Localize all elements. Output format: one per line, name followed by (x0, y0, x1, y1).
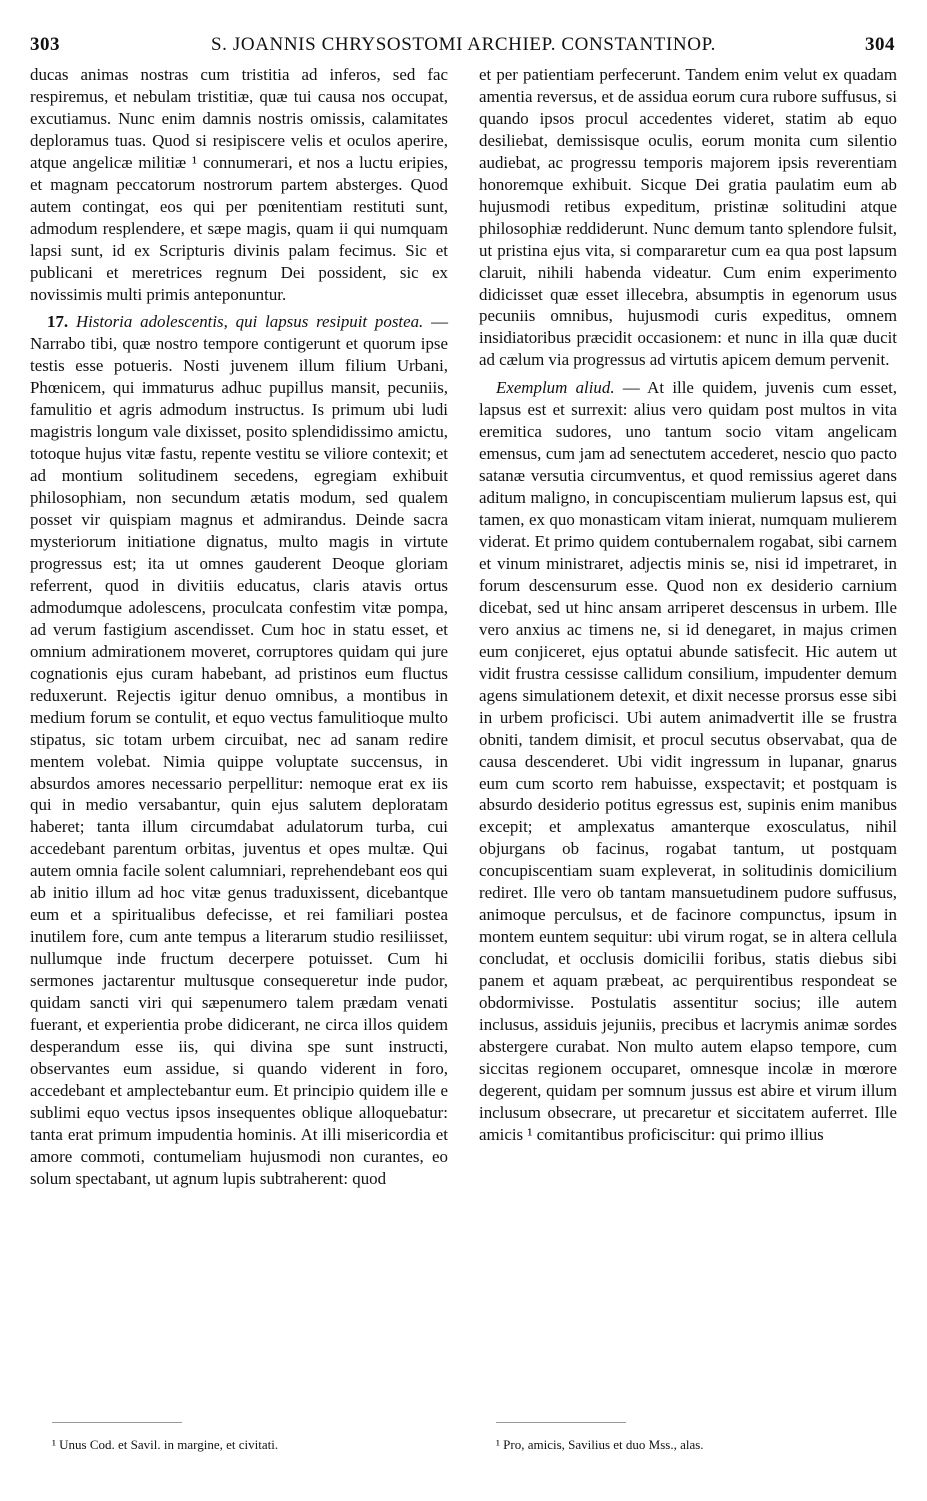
section-number: 17. (47, 312, 69, 332)
page-number-left: 303 (30, 34, 60, 55)
page-number-right: 304 (865, 34, 895, 55)
section-text-2: — At ille quidem, juvenis cum esset, lapsus est et surrexit: alius vero quidam post multos in vita eremitica sudores, uno tantum socio vitam angelicam emensus, cum jam ad senectutem accederet, nescio quo pacto satanæ versutia circumventus, et quod remissius ageret dans aditum maligno, in concupiscentiam mulierum lapsus est, qui tamen, ex quo monasticam vitam inierat, numquam mulierem viderat. Et primo quidem contubernalem rogabat, sibi carnem et vinum ministraret, adjectis minis se, nisi id impetraret, in forum descensurum esse. Quod non ex desiderio carnium dicebat, sed ut hinc ansam arriperet descensus in urbem. Ille vero anxius ac timens ne, si id denegaret, in majus crimen eum conjiceret, ejus optatui abunde satisfecit. Hic autem ut vidit frustra cessisse callidum consilium, impudenter demum agens simulationem detexit, et dixit necesse prorsus esse sibi in urbem proficisci. Ubi autem animadvertit ille se frustra obniti, tandem dimisit, et procul secutus observabat, qua de causa descenderet. Ubi vidit ingressum in lupanar, gnarus eum cum scorto rem habuisse, exspectavit; et postquam is absurdo desiderio potitus egressus est, supinis enim manibus excepit; et amplexatus amanterque exosculatus, nihil objurgans ob facinus, rogabat tantum, ut postquam concupiscentiam suam expleverat, in solitudinis domicilium rediret. Ille vero ob tantam mansuetudinem pudore suffusus, animoque perculsus, et de facinore compunctus, ipsum in montem euntem sequitur: ubi virum rogat, se in altera cellula concludat, et occlusis domicilii foribus, statis diebus sibi panem et aquam præbeat, ac perquirentibus respondeat se obdormivisse. Postulatis assentitur socius; ille autem inclusus, assiduis jejuniis, precibus et lacrymis animæ sordes abstergere curabat. Non multo autem elapso tempore, cum siccitas regionem occuparet, omnesque incolæ in mœrore degerent, quidam per somnum jussus est abire et virum illum inclusum obsecrare, ut precaretur et siccitatem auferret. Ille amicis ¹ comitantibus proficiscitur: qui primo illius (479, 378, 897, 1144)
right-paragraph-2 (479, 377, 897, 1145)
footnote-separator-right (496, 1422, 626, 1423)
right-column (479, 64, 897, 1146)
footnote-right: ¹ Pro, amicis, Savilius et duo Mss., alas. (496, 1437, 704, 1452)
running-title: S. JOANNIS CHRYSOSTOMI ARCHIEP. CONSTANTINOP. (211, 34, 716, 55)
right-paragraph-1: et per patientiam perfecerunt. Tandem enim velut ex quadam amentia reversus, et de assidua eorum cura rubore suffusus, si quando ipsos procul accedentes videret, statim ab equo desiliebat, demissisque oculis, eorum monita cum silentio audiebat, ac progressu temporis majorem ipsis reverentiam honoremque exhibuit. Sicque Dei gratia paulatim eum ab hujusmodi retibus expeditum, pristinæ solitudini atque philosophiæ reddiderunt. Nunc demum tanto splendore fulsit, ut pristina ejus vita, si compararetur cum ea qua post lapsum claruit, nihili habenda videatur. Cum enim experimento didicisset quæ esset illecebra, absumptis in egenorum usus pecuniis omnibus, hujusmodi curis expeditus, omnem insidiatoribus præcidit occasionem: et nunc in illa quæ ducit ad cælum via progressus ad virtutis apicem demum pervenit. (479, 65, 897, 370)
section-title: Historia adolescentis, qui lapsus resipuit postea. (75, 312, 424, 332)
footnote-separator-left (52, 1422, 182, 1423)
page-header (0, 0, 927, 62)
left-paragraph-2 (30, 311, 448, 1189)
section-text: — Narrabo tibi, quæ nostro tempore contigerunt et quorum ipse testis esse potueris. Nosti juvenem illum filium Urbani, Phœnicem, qui immaturus adhuc pupillus mansit, pecuniis, famulitio et agris admodum instructus. Is primum ubi ludi magistris longum vale dixisset, posito splendidissimo amictu, totoque hujus vitæ fastu, repente vestitu se viliore contexit; et ad montium solitudinem secedens, egregiam exhibuit philosophiam, non secundum ætatis modum, sed qualem posset vir quispiam magnus et admirandus. Deinde sacra mysteriorum initiatione dignatus, multo magis in virtute progressus est; ita ut omnes gauderent Deoque gloriam referrent, quod in divitiis educatus, claris atavis ortus admodumque adolescens, proculcata confestim vitæ pompa, ad verum fastigium ascendisset. Cum hoc in statu esset, et omnium admirationem moveret, corruptores quidam qui jure cognationis ejus curam habebant, ad pristinos eum fluctus reduxerunt. Rejectis igitur denuo omnibus, a montibus in medium forum se contulit, et equo vectus famulitioque multo stipatus, sic totam urbem circuibat, nec ad sanam redire mentem volebat. Nimia quippe voluptate succensus, in absurdos amores necessario perpellitur: nemoque erat ex iis qui in medio versabantur, quin ejus salutem deploratam haberet; tanta illum circumdabat adulatorum turba, cui accedebant parentum orbitas, juventus et opes multæ. Qui autem omnia facile solent calumniari, reprehendebant eos qui ab initio illum ad hoc vitæ genus traduxissent, dicebantque eum et a spiritualibus defecisse, et rei familiari postea inutilem fore, cum ante tempus a literarum studio resiliisset, nullumque inde fructum decerpere potuisset. Cum hi sermones jactarentur multusque consequeretur inde pudor, quidam sancti viri qui sæpenumero talem prædam venati fuerant, et experientia probe didicerant, ne circa illos quidem desperandum esse iis, qui divina spe sunt instructi, observantes eum assidue, si quando viderent in foro, accedebant et amplectebantur eum. Et principio quidem ille e sublimi equo vectus ipsos insequentes oblique alloquebatur: tanta erat primum impudentia hominis. At illi misericordia et amore commoti, contumeliam hujusmodi non curantes, eo solum spectabant, ut agnum lupis subtraherent: quod (30, 312, 448, 1188)
footnote-left: ¹ Unus Cod. et Savil. in margine, et civitati. (52, 1437, 279, 1452)
section-title-2: Exemplum aliud. (496, 378, 615, 398)
left-column (30, 64, 448, 1190)
left-paragraph-1: ducas animas nostras cum tristitia ad inferos, sed fac respiremus, et nebulam tristitiæ, quæ tui causa nos occupat, excutiamus. Nunc enim damnis nostris omissis, calamitates deploramus tuas. Quod si resipiscere velis et oculos aperire, atque angelicæ militiæ ¹ connumerari, et nos a luctu eripies, et magnam peccatorum nostrorum partem absterges. Quod autem contingat, eos qui per pœnitentiam restituti sunt, admodum resplendere, et sæpe magis, quam ii qui numquam lapsi sunt, id ex Scripturis divinis palam fecimus. Sic et publicani et meretrices regnum Dei possident, sic ex novissimis multi primis anteponuntur. (30, 65, 448, 304)
